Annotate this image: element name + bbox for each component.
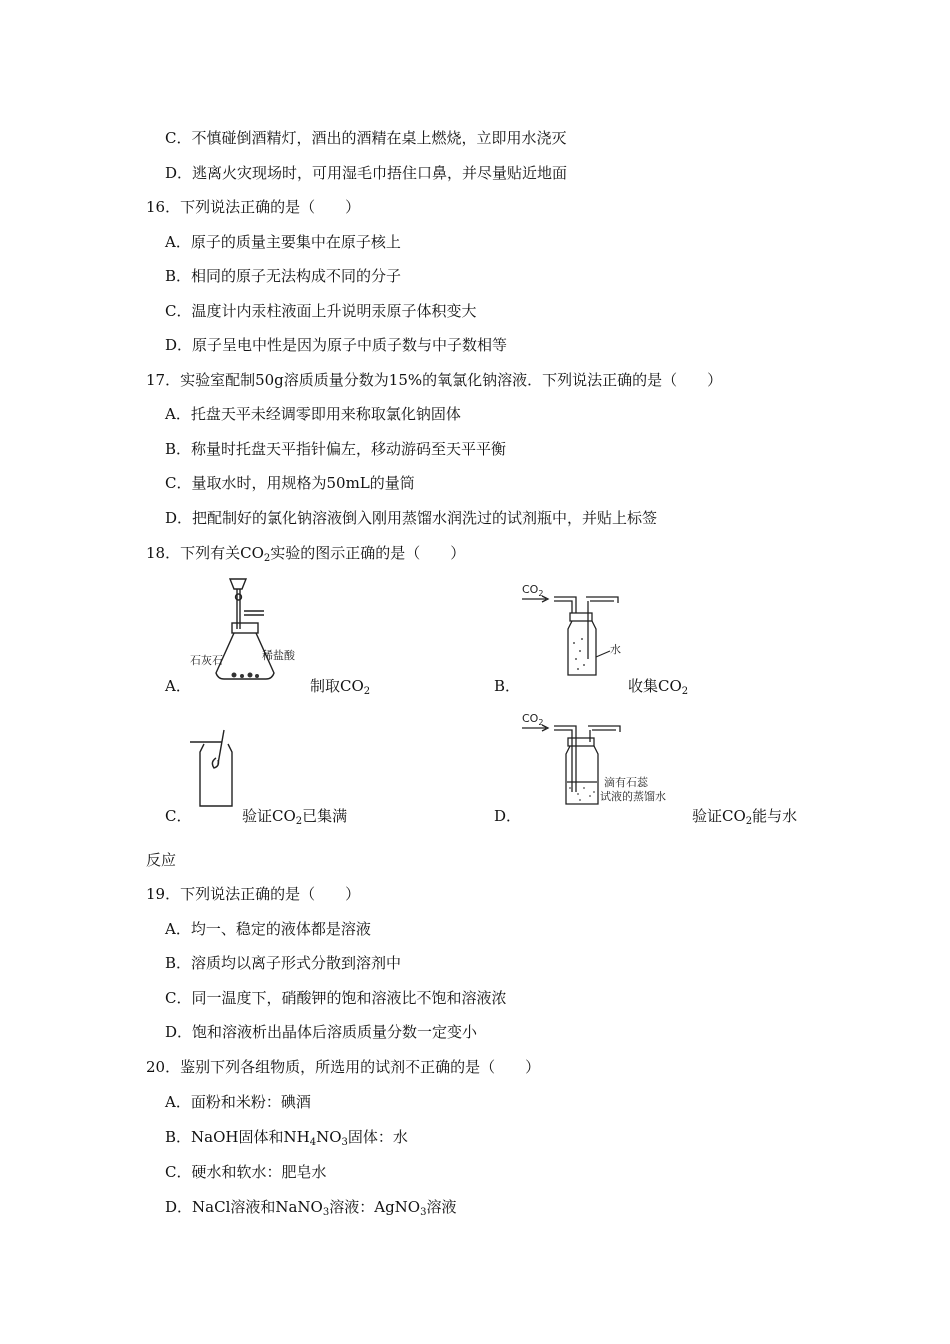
- q16-option-b: B．相同的原子无法构成不同的分子: [165, 267, 402, 285]
- q19-option-c: C．同一温度下，硝酸钾的饱和溶液比不饱和溶液浓: [165, 989, 507, 1007]
- fig-a-letter: A．: [165, 677, 191, 695]
- q17-option-d: D．把配制好的氯化钠溶液倒入刚用蒸馏水润洗过的试剂瓶中，并贴上标签: [165, 509, 658, 527]
- q20-option-c: C．硬水和软水：肥皂水: [165, 1163, 327, 1181]
- fig-b-caption: 收集$CO_2$: [628, 677, 689, 697]
- q15-option-c: C．不慎碰倒酒精灯，酒出的酒精在桌上燃烧，立即用水浇灭: [165, 129, 567, 147]
- q20-stem: 20．鉴别下列各组物质，所选用的试剂不正确的是（ ）: [146, 1058, 541, 1076]
- fig-d-caption: 验证$CO_2$能与水: [692, 807, 798, 827]
- fig-a-label-left: 石灰石: [190, 654, 223, 667]
- q17-option-c: C．量取水时，用规格为50mL的量筒: [165, 474, 415, 492]
- q18-stem: 18．下列有关$CO_2$实验的图示正确的是（ ）: [146, 544, 466, 564]
- q16-stem: 16．下列说法正确的是（ ）: [146, 198, 361, 216]
- q19-option-d: D．饱和溶液析出晶体后溶质质量分数一定变小: [165, 1023, 478, 1041]
- fig-d-apparatus-drawing: [518, 712, 690, 808]
- fig-d-caption-wrap: 反应: [146, 851, 177, 869]
- fig-b-apparatus-drawing: [518, 583, 638, 683]
- fig-a-caption: 制取$CO_2$: [310, 677, 371, 697]
- q17-stem: 17．实验室配制50g溶质质量分数为15%的氧氯化钠溶液．下列说法正确的是（ ）: [146, 371, 723, 389]
- q19-option-a: A．均一、稳定的液体都是溶液: [165, 920, 371, 938]
- q16-option-c: C．温度计内汞柱液面上升说明汞原子体积变大: [165, 302, 477, 320]
- fig-d-label-line-1: 滴有石蕊: [604, 776, 648, 789]
- q19-stem: 19．下列说法正确的是（ ）: [146, 885, 361, 903]
- q20-option-b: B．NaOH固体和$NH_4NO_3$固体：水: [165, 1128, 408, 1148]
- fig-b-gas-label: $CO_2$: [522, 583, 544, 598]
- fig-c-letter: C．: [165, 807, 192, 825]
- q19-option-b: B．溶质均以离子形式分散到溶剂中: [165, 954, 402, 972]
- q20-option-d: D．NaCl溶液和NaNO$_3$溶液：AgNO$_3$溶液: [165, 1198, 457, 1218]
- q20-option-a: A．面粉和米粉：碘酒: [165, 1093, 311, 1111]
- fig-d-label-line-2: 试液的蒸馏水: [600, 790, 666, 803]
- fig-c-bottle-drawing: [188, 728, 238, 808]
- fig-d-letter: D．: [494, 807, 522, 825]
- q17-option-b: B．称量时托盘天平指针偏左，移动游码至天平平衡: [165, 440, 507, 458]
- q16-option-d: D．原子呈电中性是因为原子中质子数与中子数相等: [165, 336, 508, 354]
- fig-a-label-right: 稀盐酸: [262, 649, 295, 662]
- q15-option-d: D．逃离火灾现场时，可用湿毛巾捂住口鼻，并尽量贴近地面: [165, 164, 568, 182]
- fig-b-water-label: 水: [610, 643, 621, 656]
- fig-b-letter: B．: [494, 677, 521, 695]
- fig-d-gas-label: $CO_2$: [522, 712, 544, 727]
- q17-option-a: A．托盘天平未经调零即用来称取氯化钠固体: [165, 405, 461, 423]
- fig-c-caption: 验证$CO_2$已集满: [242, 807, 348, 827]
- fig-a-apparatus-drawing: [190, 575, 315, 690]
- q16-option-a: A．原子的质量主要集中在原子核上: [165, 233, 401, 251]
